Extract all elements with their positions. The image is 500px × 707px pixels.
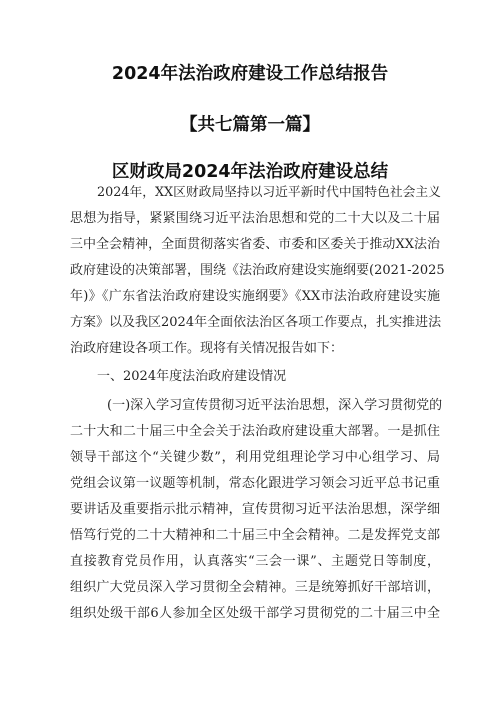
document-title: 2024年法治政府建设工作总结报告 xyxy=(111,64,389,84)
paragraph-2-line: 党组会议第一议题等机制，常态化跟进学习领会习近平总书记重 xyxy=(70,476,440,491)
paragraph-1-line: 2024年，XX区财政局坚持以习近平新时代中国特色社会主义 xyxy=(97,185,441,200)
paragraph-2-line: (一)深入学习宣传贯彻习近平法治思想，深入学习贯彻党的 xyxy=(107,398,443,413)
paragraph-1-line: 政府建设的决策部署，围绕《法治政府建设实施纲要(2021-2025 xyxy=(70,263,445,278)
paragraph-2-line: 悟笃行党的二十大精神和二十届三中全会精神。二是发挥党支部 xyxy=(70,528,440,543)
paragraph-1-line: 治政府建设各项工作。现将有关情况报告如下： xyxy=(70,341,344,356)
document-subtitle: 【共七篇第一篇】 xyxy=(180,115,320,135)
paragraph-2-line: 要讲话及重要指示批示精神，宣传贯彻习近平法治思想，深学细 xyxy=(70,502,440,517)
paragraph-2-line: 直接教育党员作用，认真落实“三会一课”、主题党日等制度， xyxy=(70,554,440,569)
paragraph-2-line: 组织广大党员深入学习贯彻全会精神。三是统筹抓好干部培训， xyxy=(70,580,440,595)
paragraph-1-line: 思想为指导，紧紧围绕习近平法治思想和党的二十大以及二十届 xyxy=(70,211,440,226)
section-heading: 一、2024年度法治政府建设情况 xyxy=(97,369,287,384)
paragraph-2-line: 组织处级干部6人参加全区处级干部学习贯彻党的二十届三中全 xyxy=(70,606,440,621)
document-heading: 区财政局2024年法治政府建设总结 xyxy=(111,162,389,182)
paragraph-2-line: 二十大和二十届三中全会关于法治政府建设重大部署。一是抓住 xyxy=(70,424,440,439)
paragraph-1-line: 三中全会精神，全面贯彻落实省委、市委和区委关于推动XX法治 xyxy=(70,237,440,252)
paragraph-1-line: 年)》《广东省法治政府建设实施纲要》《XX市法治政府建设实施 xyxy=(70,289,440,304)
paragraph-2-line: 领导干部这个“关键少数”，利用党组理论学习中心组学习、局 xyxy=(70,450,440,465)
paragraph-1-line: 方案》以及我区2024年全面依法治区各项工作要点，扎实推进法 xyxy=(70,315,442,330)
